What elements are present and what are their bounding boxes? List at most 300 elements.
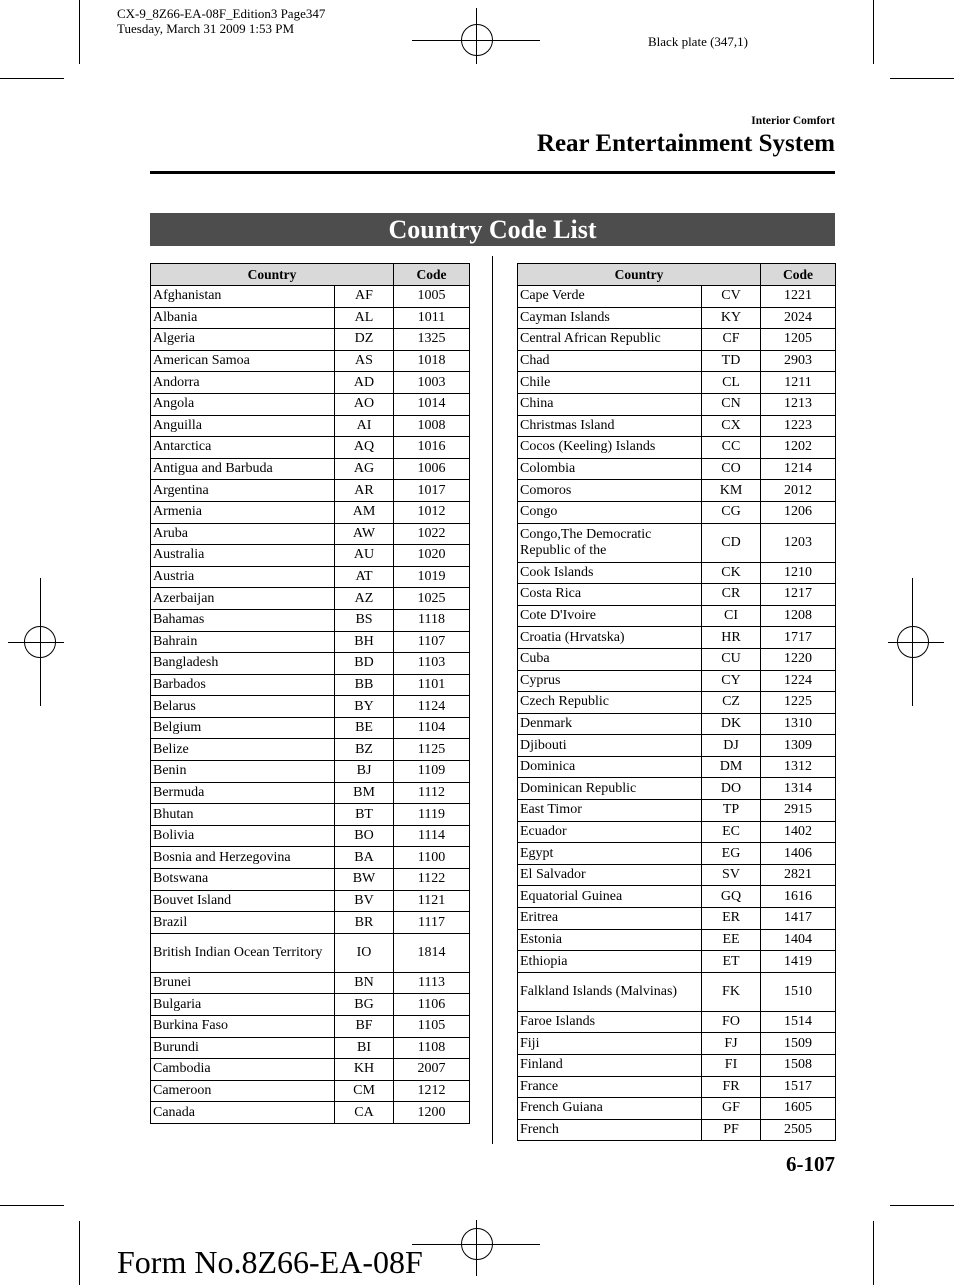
country-code-cell: 2012	[761, 480, 836, 502]
country-code-table-right	[517, 263, 836, 1141]
country-abbr-cell: FR	[702, 1076, 761, 1098]
table-row	[151, 1080, 470, 1102]
country-abbr-cell: BR	[335, 912, 394, 934]
table-body-left	[151, 286, 470, 1124]
country-code-table-left	[150, 263, 470, 1124]
country-code-cell: 1011	[394, 307, 470, 329]
country-cell: Eritrea	[518, 908, 702, 930]
country-cell: Congo,The Democratic Republic of the	[518, 523, 702, 562]
country-code-cell: 1417	[761, 908, 836, 930]
country-abbr-cell: GF	[702, 1098, 761, 1120]
country-code-cell: 1309	[761, 735, 836, 757]
country-abbr-cell: AU	[335, 545, 394, 567]
country-abbr-cell: BD	[335, 653, 394, 675]
country-code-cell: 1022	[394, 523, 470, 545]
country-code-cell: 1112	[394, 782, 470, 804]
country-code-cell: 1814	[394, 933, 470, 972]
table-row	[151, 458, 470, 480]
country-code-cell: 1616	[761, 886, 836, 908]
country-cell: Bosnia and Herzegovina	[151, 847, 335, 869]
form-number: Form No.8Z66-EA-08F	[117, 1244, 423, 1280]
country-abbr-cell: FJ	[702, 1033, 761, 1055]
country-abbr-cell: DZ	[335, 329, 394, 351]
country-cell: Chile	[518, 372, 702, 394]
country-abbr-cell: CR	[702, 584, 761, 606]
country-cell: Dominica	[518, 756, 702, 778]
table-row	[151, 890, 470, 912]
table-row	[151, 1102, 470, 1124]
country-code-cell: 1314	[761, 778, 836, 800]
country-code-cell: 1118	[394, 609, 470, 631]
table-row	[518, 458, 836, 480]
table-row	[151, 393, 470, 415]
country-code-cell: 1213	[761, 393, 836, 415]
table-row	[518, 415, 836, 437]
country-code-cell: 1208	[761, 605, 836, 627]
country-cell: Azerbaijan	[151, 588, 335, 610]
country-code-cell: 1121	[394, 890, 470, 912]
table-row	[518, 951, 836, 973]
table-row	[151, 286, 470, 308]
page-title: Rear Entertainment System	[536, 130, 835, 157]
country-code-cell: 1717	[761, 627, 836, 649]
country-cell: Cote D'Ivoire	[518, 605, 702, 627]
country-cell: Burundi	[151, 1037, 335, 1059]
crop-mark-bottom-right-v	[873, 1221, 874, 1285]
country-abbr-cell: DJ	[702, 735, 761, 757]
country-abbr-cell: BJ	[335, 761, 394, 783]
table-row	[151, 609, 470, 631]
country-cell: Andorra	[151, 372, 335, 394]
table-row	[151, 372, 470, 394]
country-cell: Antigua and Barbuda	[151, 458, 335, 480]
country-abbr-cell: CD	[702, 523, 761, 562]
country-code-cell: 1114	[394, 825, 470, 847]
country-cell: France	[518, 1076, 702, 1098]
table-row	[518, 1033, 836, 1055]
country-cell: Ethiopia	[518, 951, 702, 973]
print-slug-line2: Tuesday, March 31 2009 1:53 PM	[117, 21, 295, 36]
country-cell: Equatorial Guinea	[518, 886, 702, 908]
country-abbr-cell: CV	[702, 286, 761, 308]
table-row	[151, 480, 470, 502]
country-cell: Belize	[151, 739, 335, 761]
country-code-cell: 1220	[761, 648, 836, 670]
country-cell: Benin	[151, 761, 335, 783]
country-abbr-cell: EC	[702, 821, 761, 843]
crop-mark-top-left-h	[0, 78, 64, 79]
country-cell: French Guiana	[518, 1098, 702, 1120]
country-abbr-cell: CM	[335, 1080, 394, 1102]
country-cell: Austria	[151, 566, 335, 588]
country-abbr-cell: GQ	[702, 886, 761, 908]
table-row	[151, 804, 470, 826]
country-cell: Argentina	[151, 480, 335, 502]
table-row	[151, 674, 470, 696]
table-row	[151, 1059, 470, 1081]
table-row	[518, 350, 836, 372]
table-row	[518, 670, 836, 692]
column-header-country: Country	[518, 264, 761, 286]
country-code-cell: 1125	[394, 739, 470, 761]
country-code-cell: 1419	[761, 951, 836, 973]
country-abbr-cell: DM	[702, 756, 761, 778]
country-cell: Albania	[151, 307, 335, 329]
country-abbr-cell: AF	[335, 286, 394, 308]
country-code-cell: 1105	[394, 1016, 470, 1038]
country-abbr-cell: CK	[702, 562, 761, 584]
table-row	[518, 1055, 836, 1077]
country-code-cell: 1205	[761, 329, 836, 351]
country-abbr-cell: BZ	[335, 739, 394, 761]
country-cell: Bangladesh	[151, 653, 335, 675]
country-code-cell: 1124	[394, 696, 470, 718]
country-code-cell: 1223	[761, 415, 836, 437]
country-code-cell: 2024	[761, 307, 836, 329]
country-abbr-cell: EE	[702, 929, 761, 951]
country-code-cell: 1020	[394, 545, 470, 567]
country-code-cell: 1113	[394, 972, 470, 994]
table-row	[151, 588, 470, 610]
country-abbr-cell: BG	[335, 994, 394, 1016]
country-code-cell: 1025	[394, 588, 470, 610]
table-row	[518, 864, 836, 886]
country-abbr-cell: HR	[702, 627, 761, 649]
country-cell: Bolivia	[151, 825, 335, 847]
table-row	[518, 480, 836, 502]
country-code-cell: 1214	[761, 458, 836, 480]
country-cell: Colombia	[518, 458, 702, 480]
country-abbr-cell: IO	[335, 933, 394, 972]
table-row	[151, 825, 470, 847]
country-cell: Bermuda	[151, 782, 335, 804]
crop-mark-top-left-v	[79, 0, 80, 64]
country-code-cell: 1101	[394, 674, 470, 696]
country-abbr-cell: CC	[702, 437, 761, 459]
country-code-cell: 2007	[394, 1059, 470, 1081]
table-row	[518, 584, 836, 606]
country-abbr-cell: KM	[702, 480, 761, 502]
country-code-cell: 1206	[761, 501, 836, 523]
table-row	[518, 735, 836, 757]
country-code-cell: 1005	[394, 286, 470, 308]
table-row	[151, 717, 470, 739]
country-cell: Ecuador	[518, 821, 702, 843]
country-code-cell: 1210	[761, 562, 836, 584]
country-cell: East Timor	[518, 800, 702, 822]
country-cell: Bouvet Island	[151, 890, 335, 912]
country-cell: Cayman Islands	[518, 307, 702, 329]
table-row	[518, 1076, 836, 1098]
country-cell: Cape Verde	[518, 286, 702, 308]
table-row	[151, 994, 470, 1016]
table-row	[518, 778, 836, 800]
country-abbr-cell: CA	[335, 1102, 394, 1124]
table-row	[518, 648, 836, 670]
country-abbr-cell: AG	[335, 458, 394, 480]
country-cell: Antarctica	[151, 437, 335, 459]
table-row	[151, 566, 470, 588]
country-cell: American Samoa	[151, 350, 335, 372]
table-row	[518, 501, 836, 523]
country-cell: Cambodia	[151, 1059, 335, 1081]
country-cell: Botswana	[151, 869, 335, 891]
country-code-list-banner: Country Code List	[150, 213, 835, 246]
section-label: Interior Comfort	[751, 115, 835, 127]
country-abbr-cell: CY	[702, 670, 761, 692]
table-row	[518, 713, 836, 735]
crop-mark-bottom-left-h	[0, 1205, 64, 1206]
crop-mark-bottom-right-h	[890, 1205, 954, 1206]
country-code-cell: 2915	[761, 800, 836, 822]
table-row	[151, 415, 470, 437]
country-cell: Finland	[518, 1055, 702, 1077]
crop-mark-bottom-left-v	[79, 1221, 80, 1285]
country-abbr-cell: CF	[702, 329, 761, 351]
table-row	[151, 869, 470, 891]
country-code-cell: 1510	[761, 972, 836, 1011]
table-row	[151, 739, 470, 761]
table-row	[151, 653, 470, 675]
country-code-cell: 1008	[394, 415, 470, 437]
country-abbr-cell: CI	[702, 605, 761, 627]
country-cell: Falkland Islands (Malvinas)	[518, 972, 702, 1011]
table-row	[518, 286, 836, 308]
table-row	[151, 782, 470, 804]
country-abbr-cell: KH	[335, 1059, 394, 1081]
country-cell: Australia	[151, 545, 335, 567]
country-code-cell: 2903	[761, 350, 836, 372]
country-code-cell: 1402	[761, 821, 836, 843]
table-row	[151, 1016, 470, 1038]
country-code-cell: 2505	[761, 1119, 836, 1141]
country-abbr-cell: BI	[335, 1037, 394, 1059]
column-header-code: Code	[761, 264, 836, 286]
country-abbr-cell: AS	[335, 350, 394, 372]
table-row	[518, 800, 836, 822]
table-row	[151, 501, 470, 523]
table-row	[518, 437, 836, 459]
country-code-cell: 1104	[394, 717, 470, 739]
country-abbr-cell: AW	[335, 523, 394, 545]
table-header-row	[151, 264, 470, 286]
table-row	[151, 350, 470, 372]
country-abbr-cell: AZ	[335, 588, 394, 610]
table-row	[518, 692, 836, 714]
country-cell: Christmas Island	[518, 415, 702, 437]
country-cell: Cameroon	[151, 1080, 335, 1102]
country-code-cell: 1509	[761, 1033, 836, 1055]
table-row	[518, 908, 836, 930]
country-code-cell: 1019	[394, 566, 470, 588]
country-code-cell: 1003	[394, 372, 470, 394]
country-cell: El Salvador	[518, 864, 702, 886]
print-slug	[117, 6, 325, 36]
country-cell: Estonia	[518, 929, 702, 951]
country-code-cell: 1106	[394, 994, 470, 1016]
country-code-cell: 1217	[761, 584, 836, 606]
country-abbr-cell: AT	[335, 566, 394, 588]
country-cell: Algeria	[151, 329, 335, 351]
country-abbr-cell: FO	[702, 1011, 761, 1033]
country-code-cell: 1312	[761, 756, 836, 778]
table-row	[518, 1119, 836, 1141]
country-code-cell: 1018	[394, 350, 470, 372]
country-abbr-cell: BF	[335, 1016, 394, 1038]
country-code-cell: 1100	[394, 847, 470, 869]
table-row	[518, 372, 836, 394]
table-header-row	[518, 264, 836, 286]
country-code-cell: 1325	[394, 329, 470, 351]
country-abbr-cell: AR	[335, 480, 394, 502]
country-code-cell: 1508	[761, 1055, 836, 1077]
country-code-cell: 1404	[761, 929, 836, 951]
country-cell: Denmark	[518, 713, 702, 735]
table-row	[151, 847, 470, 869]
table-row	[518, 307, 836, 329]
country-cell: Djibouti	[518, 735, 702, 757]
country-cell: Bhutan	[151, 804, 335, 826]
country-cell: Central African Republic	[518, 329, 702, 351]
country-cell: Afghanistan	[151, 286, 335, 308]
country-cell: Bahrain	[151, 631, 335, 653]
country-abbr-cell: CO	[702, 458, 761, 480]
country-code-cell: 1203	[761, 523, 836, 562]
country-cell: Dominican Republic	[518, 778, 702, 800]
table-row	[151, 437, 470, 459]
black-plate-label: Black plate (347,1)	[648, 34, 748, 49]
page-number: 6-107	[786, 1152, 835, 1176]
country-abbr-cell: BW	[335, 869, 394, 891]
table-row	[518, 756, 836, 778]
country-abbr-cell: DK	[702, 713, 761, 735]
country-abbr-cell: KY	[702, 307, 761, 329]
country-code-cell: 1224	[761, 670, 836, 692]
country-abbr-cell: AO	[335, 393, 394, 415]
country-code-cell: 1517	[761, 1076, 836, 1098]
column-divider	[492, 256, 493, 1144]
country-code-cell: 1310	[761, 713, 836, 735]
crop-mark-top-right-v	[873, 0, 874, 64]
country-code-cell: 1605	[761, 1098, 836, 1120]
table-row	[518, 821, 836, 843]
country-abbr-cell: BS	[335, 609, 394, 631]
country-code-cell: 1006	[394, 458, 470, 480]
country-cell: Aruba	[151, 523, 335, 545]
table-row	[518, 562, 836, 584]
country-code-cell: 1406	[761, 843, 836, 865]
country-code-cell: 2821	[761, 864, 836, 886]
country-cell: Cyprus	[518, 670, 702, 692]
country-abbr-cell: BH	[335, 631, 394, 653]
country-cell: Armenia	[151, 501, 335, 523]
country-abbr-cell: CX	[702, 415, 761, 437]
country-abbr-cell: TD	[702, 350, 761, 372]
country-cell: Angola	[151, 393, 335, 415]
country-code-cell: 1109	[394, 761, 470, 783]
table-row	[518, 972, 836, 1011]
column-header-country: Country	[151, 264, 394, 286]
country-abbr-cell: TP	[702, 800, 761, 822]
country-abbr-cell: CG	[702, 501, 761, 523]
country-abbr-cell: CU	[702, 648, 761, 670]
table-row	[518, 329, 836, 351]
country-cell: Anguilla	[151, 415, 335, 437]
table-row	[518, 605, 836, 627]
country-abbr-cell: AD	[335, 372, 394, 394]
table-row	[518, 1011, 836, 1033]
country-abbr-cell: DO	[702, 778, 761, 800]
country-cell: Faroe Islands	[518, 1011, 702, 1033]
country-code-cell: 1212	[394, 1080, 470, 1102]
table-row	[151, 329, 470, 351]
country-abbr-cell: CZ	[702, 692, 761, 714]
table-row	[518, 1098, 836, 1120]
country-cell: Cuba	[518, 648, 702, 670]
table-row	[151, 933, 470, 972]
country-cell: Costa Rica	[518, 584, 702, 606]
table-row	[151, 696, 470, 718]
table-row	[518, 523, 836, 562]
table-row	[151, 545, 470, 567]
country-code-cell: 1202	[761, 437, 836, 459]
country-code-cell: 1514	[761, 1011, 836, 1033]
country-cell: Bahamas	[151, 609, 335, 631]
country-cell: Belgium	[151, 717, 335, 739]
country-cell: Cocos (Keeling) Islands	[518, 437, 702, 459]
country-code-cell: 1225	[761, 692, 836, 714]
country-cell: Croatia (Hrvatska)	[518, 627, 702, 649]
country-abbr-cell: AI	[335, 415, 394, 437]
country-cell: China	[518, 393, 702, 415]
country-cell: British Indian Ocean Territory	[151, 933, 335, 972]
country-abbr-cell: BT	[335, 804, 394, 826]
country-code-cell: 1016	[394, 437, 470, 459]
country-cell: French	[518, 1119, 702, 1141]
header-rule	[150, 171, 835, 174]
country-code-cell: 1200	[394, 1102, 470, 1124]
country-code-cell: 1017	[394, 480, 470, 502]
table-row	[518, 843, 836, 865]
country-code-cell: 1122	[394, 869, 470, 891]
country-cell: Belarus	[151, 696, 335, 718]
country-abbr-cell: SV	[702, 864, 761, 886]
table-row	[151, 523, 470, 545]
country-cell: Czech Republic	[518, 692, 702, 714]
country-cell: Congo	[518, 501, 702, 523]
table-row	[518, 929, 836, 951]
country-abbr-cell: BN	[335, 972, 394, 994]
table-row	[151, 912, 470, 934]
print-slug-line1: CX-9_8Z66-EA-08F_Edition3 Page347	[117, 6, 326, 21]
country-abbr-cell: FK	[702, 972, 761, 1011]
country-abbr-cell: BE	[335, 717, 394, 739]
table-body-right	[518, 286, 836, 1141]
country-abbr-cell: BM	[335, 782, 394, 804]
table-row	[151, 631, 470, 653]
country-abbr-cell: PF	[702, 1119, 761, 1141]
table-row	[518, 627, 836, 649]
country-code-cell: 1014	[394, 393, 470, 415]
country-code-cell: 1117	[394, 912, 470, 934]
country-cell: Burkina Faso	[151, 1016, 335, 1038]
country-abbr-cell: BV	[335, 890, 394, 912]
country-abbr-cell: AL	[335, 307, 394, 329]
country-abbr-cell: FI	[702, 1055, 761, 1077]
country-abbr-cell: ET	[702, 951, 761, 973]
country-abbr-cell: BB	[335, 674, 394, 696]
country-cell: Chad	[518, 350, 702, 372]
